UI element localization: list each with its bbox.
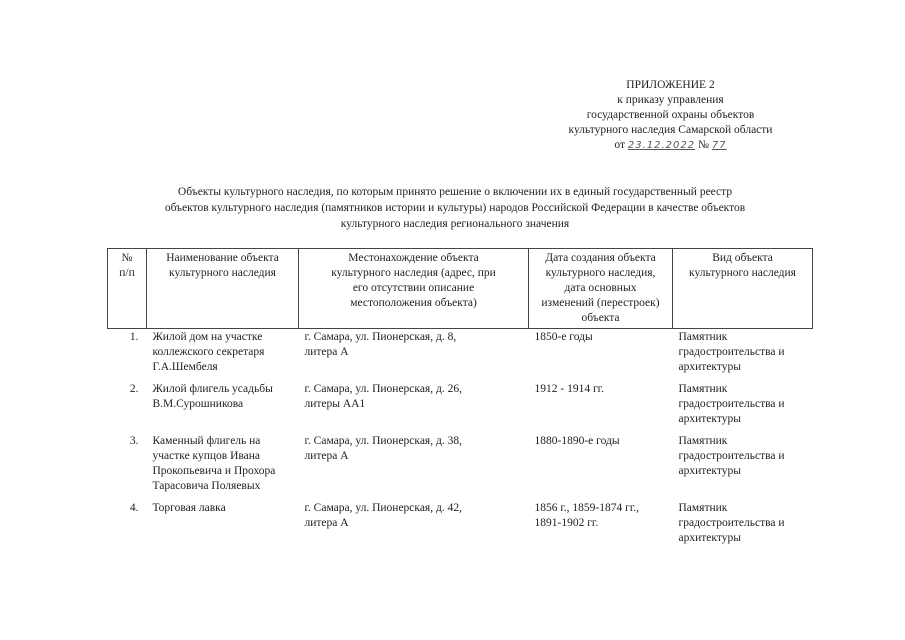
number-prefix: №: [698, 139, 709, 151]
header-text-line: местоположения объекта): [350, 297, 477, 309]
header-text-line: культурного наследия: [169, 267, 276, 279]
cell-name: [147, 433, 299, 500]
table-row: [108, 500, 813, 552]
cell-text-line: Г.А.Шембеля: [152, 361, 218, 373]
table-row: [108, 433, 813, 500]
cell-text-line: архитектуры: [678, 465, 741, 477]
cell-text-line: архитектуры: [678, 361, 741, 373]
cell-date: [529, 500, 673, 552]
cell-number: 4.: [129, 502, 139, 514]
appendix-title: ПРИЛОЖЕНИЕ 2: [626, 79, 715, 91]
cell-address: [299, 500, 529, 552]
header-type: [673, 249, 813, 329]
appendix-line: культурного наследия Самарской области: [568, 124, 773, 136]
cell-address: [299, 381, 529, 433]
title-line: объектов культурного наследия (памятников истории и культуры) народов Российской Федерации в качестве объектов: [164, 202, 746, 214]
cell-text-line: В.М.Сурошникова: [152, 398, 244, 410]
header-name: [147, 249, 299, 329]
order-date-handwritten: 23.12.2022: [627, 140, 696, 151]
cell-text-line: Жилой дом на участке: [152, 331, 263, 343]
cell-text-line: литера А: [304, 346, 349, 358]
cell-type: [673, 500, 813, 552]
cell-text-line: г. Самара, ул. Пионерская, д. 38,: [304, 435, 462, 447]
table-row: [108, 381, 813, 433]
header-text-line: объекта: [581, 312, 620, 324]
cell-text-line: градостроительства и: [678, 450, 785, 462]
cell-date: [529, 329, 673, 382]
cell-text-line: литера А: [304, 450, 349, 462]
cell-text-line: Памятник: [678, 435, 728, 447]
header-text-line: Наименование объекта: [166, 252, 279, 264]
cell-text-line: 1891-1902 гг.: [534, 517, 599, 529]
cell-text-line: г. Самара, ул. Пионерская, д. 26,: [304, 383, 462, 395]
cell-text-line: градостроительства и: [678, 346, 785, 358]
date-prefix: от: [614, 139, 625, 151]
cell-name: [147, 329, 299, 382]
cell-text-line: 1912 - 1914 гг.: [534, 383, 604, 395]
cell-text-line: Торговая лавка: [152, 502, 226, 514]
cell-type: [673, 433, 813, 500]
appendix-line: к приказу управления: [617, 94, 724, 106]
cell-number: 1.: [129, 331, 139, 343]
cell-text-line: архитектуры: [678, 413, 741, 425]
cell-text-line: градостроительства и: [678, 398, 785, 410]
title-line: Объекты культурного наследия, по которым принято решение о включении их в единый государственный реестр: [177, 186, 733, 198]
cell-date: [529, 433, 673, 500]
header-text-line: №: [121, 252, 133, 264]
order-number-handwritten: 77: [711, 140, 727, 151]
cell-text-line: Каменный флигель на: [152, 435, 261, 447]
cell-text-line: г. Самара, ул. Пионерская, д. 8,: [304, 331, 457, 343]
cell-address: [299, 433, 529, 500]
cell-text-line: Памятник: [678, 331, 728, 343]
heritage-objects-table: [107, 248, 813, 552]
header-text-line: Дата создания объекта: [545, 252, 656, 264]
header-text-line: культурного наследия,: [545, 267, 656, 279]
cell-type: [673, 329, 813, 382]
title-line: культурного наследия регионального значения: [340, 218, 570, 230]
order-date-line: [548, 138, 793, 153]
table-row: [108, 329, 813, 382]
cell-text-line: 1850-е годы: [534, 331, 593, 343]
appendix-line: государственной охраны объектов: [586, 109, 755, 121]
table-body: [108, 329, 813, 553]
cell-text-line: г. Самара, ул. Пионерская, д. 42,: [304, 502, 462, 514]
header-text-line: Местонахождение объекта: [348, 252, 479, 264]
cell-name: [147, 500, 299, 552]
cell-text-line: 1856 г., 1859-1874 гг.,: [534, 502, 640, 514]
header-text-line: его отсутствии описание: [352, 282, 475, 294]
header-text-line: изменений (перестроек): [541, 297, 660, 309]
cell-text-line: коллежского секретаря: [152, 346, 265, 358]
cell-address: [299, 329, 529, 382]
cell-text-line: литера А: [304, 517, 349, 529]
cell-text-line: архитектуры: [678, 532, 741, 544]
cell-text-line: Прокопьевича и Прохора: [152, 465, 276, 477]
header-text-line: Вид объекта: [712, 252, 773, 264]
cell-text-line: Памятник: [678, 383, 728, 395]
appendix-header: [548, 78, 793, 153]
document-title: [95, 184, 815, 232]
table-header-row: [108, 249, 813, 329]
cell-text-line: Памятник: [678, 502, 728, 514]
cell-text-line: Тарасовича Поляевых: [152, 480, 261, 492]
cell-number: 2.: [129, 383, 139, 395]
header-text-line: культурного наследия (адрес, при: [331, 267, 496, 279]
header-location: [299, 249, 529, 329]
header-number: [108, 249, 147, 329]
header-text-line: п/п: [119, 267, 135, 279]
cell-text-line: Жилой флигель усадьбы: [152, 383, 273, 395]
header-date: [529, 249, 673, 329]
header-text-line: дата основных: [564, 282, 637, 294]
cell-name: [147, 381, 299, 433]
cell-text-line: литеры АА1: [304, 398, 366, 410]
header-text-line: культурного наследия: [689, 267, 796, 279]
cell-number: 3.: [129, 435, 139, 447]
cell-text-line: градостроительства и: [678, 517, 785, 529]
cell-date: [529, 381, 673, 433]
cell-text-line: 1880-1890-е годы: [534, 435, 620, 447]
cell-type: [673, 381, 813, 433]
cell-text-line: участке купцов Ивана: [152, 450, 261, 462]
